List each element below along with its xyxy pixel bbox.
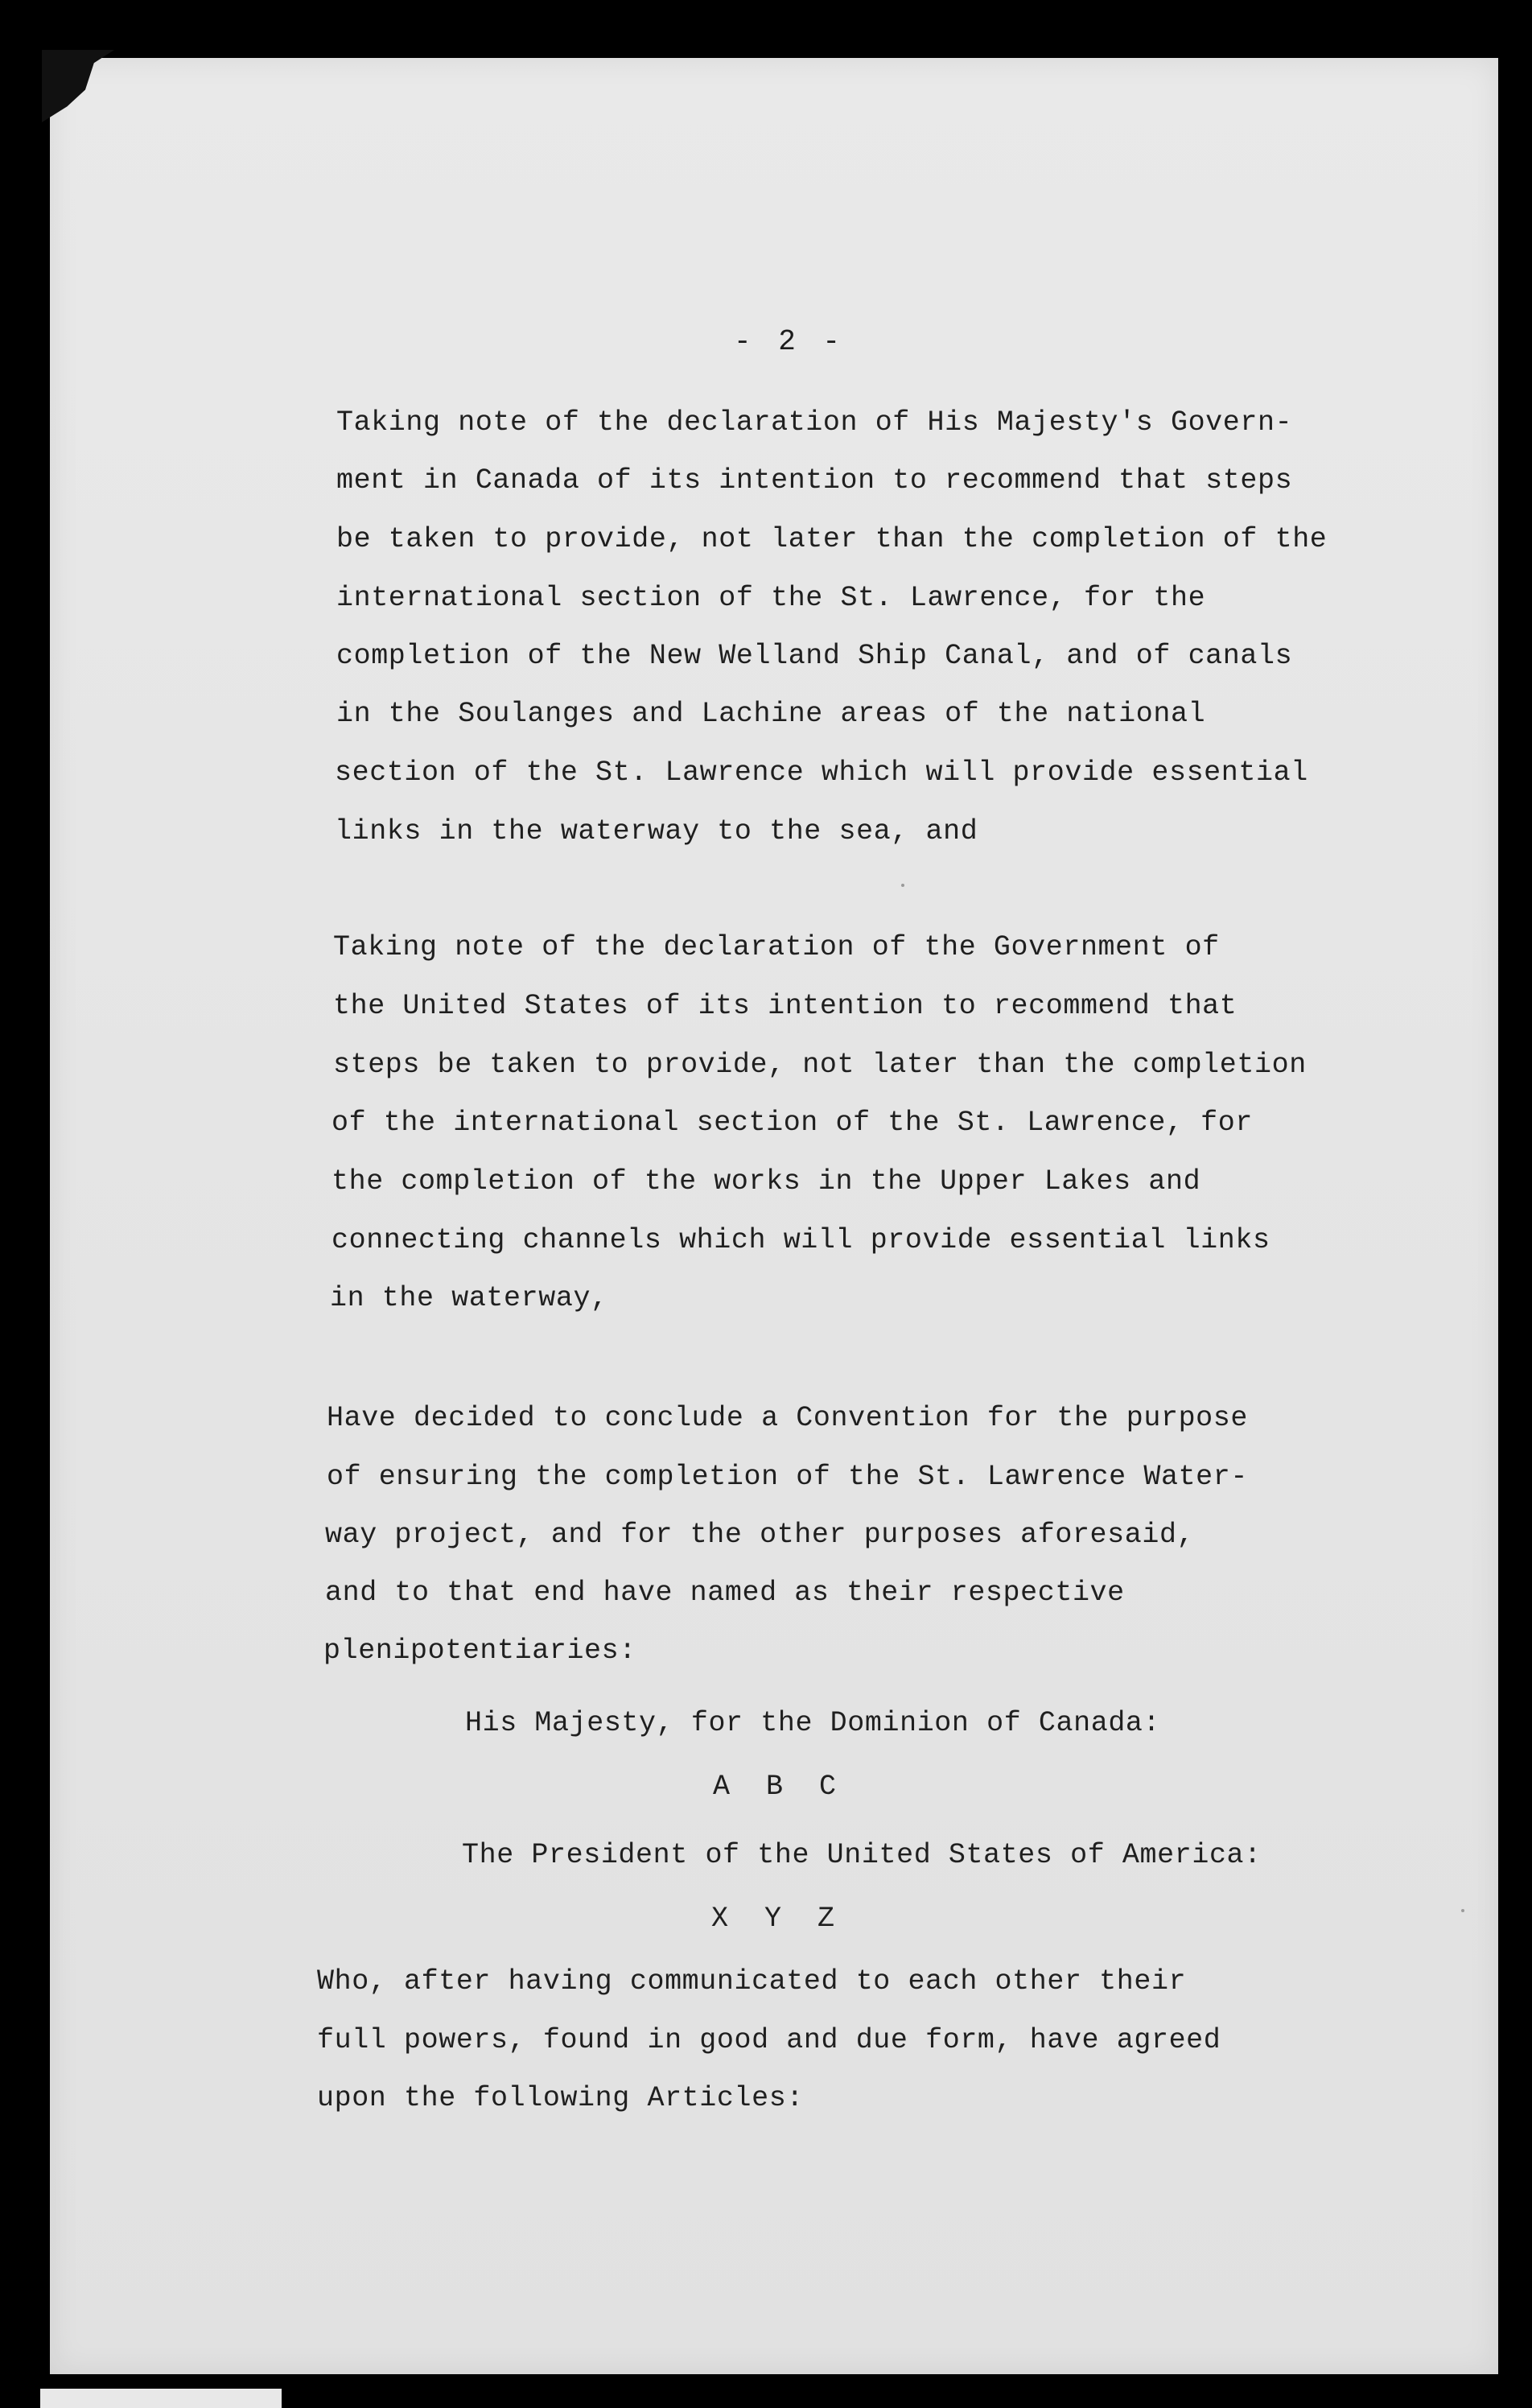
paragraph-2-line: steps be taken to provide, not later than the completion [333, 1049, 1307, 1081]
page-number: - 2 - [734, 325, 846, 358]
paragraph-2-line: connecting channels which will provide essential links [332, 1224, 1270, 1256]
canada-plenipotentiary-title: His Majesty, for the Dominion of Canada: [465, 1707, 1161, 1739]
paragraph-2-line: Taking note of the declaration of the Government of [333, 931, 1220, 963]
paragraph-1-line: completion of the New Welland Ship Canal, and of canals [336, 640, 1293, 672]
paper-speck [901, 884, 904, 887]
canada-plenipotentiary-name: A B C [713, 1771, 846, 1803]
closing-line: upon the following Articles: [317, 2082, 804, 2114]
us-plenipotentiary-title: The President of the United States of America: [462, 1839, 1262, 1871]
paragraph-1-line: Taking note of the declaration of His Majesty's Govern- [336, 406, 1293, 439]
paragraph-1-line: in the Soulanges and Lachine areas of the national [336, 698, 1206, 730]
paragraph-1-line: section of the St. Lawrence which will provide essential [335, 757, 1308, 789]
paragraph-3-line: of ensuring the completion of the St. Lawrence Water- [327, 1461, 1248, 1493]
paragraph-2-line: in the waterway, [330, 1282, 608, 1314]
paragraph-2-line: the United States of its intention to recommend that [333, 990, 1238, 1022]
paragraph-1-line: international section of the St. Lawrence, for the [336, 582, 1206, 614]
bottom-edge-strip [40, 2389, 282, 2408]
closing-line: Who, after having communicated to each other their [317, 1965, 1187, 1998]
paragraph-3-line: plenipotentiaries: [323, 1635, 636, 1667]
paragraph-1-line: be taken to provide, not later than the completion of the [336, 523, 1328, 555]
closing-line: full powers, found in good and due form, have agreed [317, 2024, 1221, 2056]
paragraph-1-line: ment in Canada of its intention to recommend that steps [336, 464, 1293, 497]
us-plenipotentiary-name: X Y Z [711, 1903, 845, 1935]
paragraph-2-line: the completion of the works in the Upper Lakes and [332, 1165, 1201, 1198]
paragraph-3-line: Have decided to conclude a Convention for the purpose [327, 1402, 1248, 1434]
paragraph-3-line: way project, and for the other purposes aforesaid, [325, 1519, 1195, 1551]
paragraph-1-line: links in the waterway to the sea, and [335, 815, 978, 847]
paper-speck [1461, 1909, 1464, 1912]
paragraph-3-line: and to that end have named as their respective [325, 1577, 1125, 1609]
paragraph-2-line: of the international section of the St. Lawrence, for [332, 1107, 1253, 1139]
